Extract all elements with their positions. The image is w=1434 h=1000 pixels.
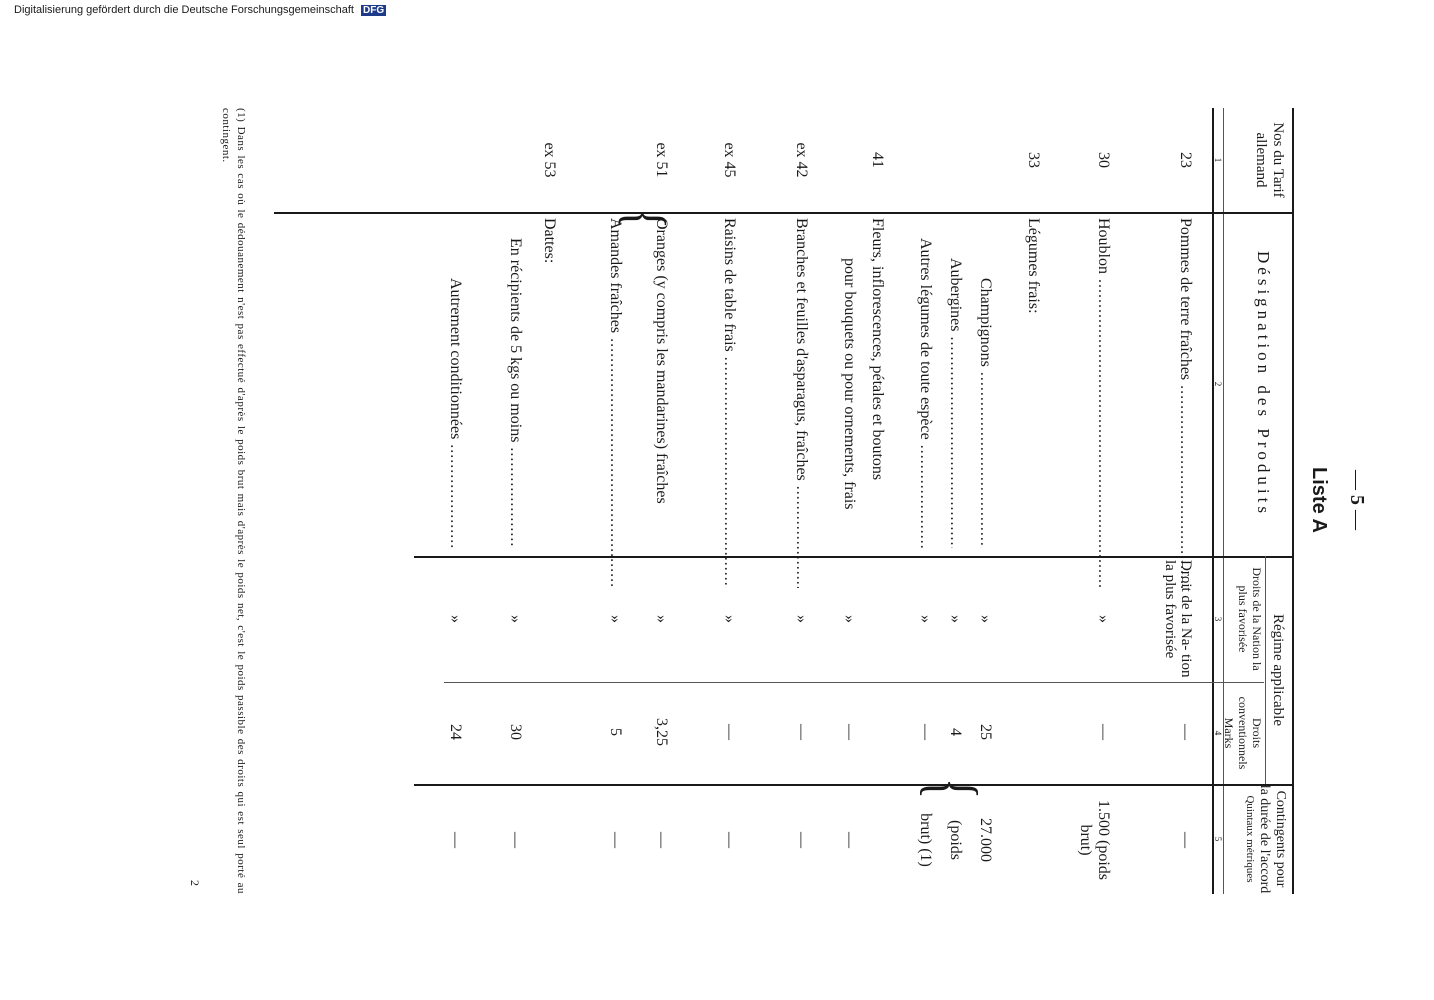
conventional-duty: — xyxy=(1177,724,1194,740)
footnote: (1) Dans les cas où le dédouanement n'est pas effectué d'après le poids brut mais d'après le poids net, c'est le poids passible des droits qui est seul porté au contingent. xyxy=(220,108,247,894)
conventional-duty: — xyxy=(917,724,934,740)
contingent: — xyxy=(507,832,524,848)
contingent: 27.000 xyxy=(977,818,994,862)
header-marks-unit: Marks xyxy=(1222,717,1236,749)
contingent: — xyxy=(841,832,858,848)
page-number-dash-right: — xyxy=(1346,510,1368,530)
header-tarif: Nos du Tarif allemand xyxy=(1253,122,1286,198)
conventional-duty: 25 xyxy=(977,724,994,740)
header-conventionnels xyxy=(1222,682,1264,784)
table-row xyxy=(964,108,994,894)
contingent: (poids xyxy=(947,820,964,860)
tarif-number: 41 xyxy=(869,152,886,168)
digitization-credit-text: Digitalisierung gefördert durch die Deutsche Forschungsgemeinschaft xyxy=(14,4,354,16)
nation-duty: » xyxy=(917,615,934,623)
nation-duty: » xyxy=(841,615,858,623)
tarif-number: ex 42 xyxy=(793,142,810,178)
product-designation: Autrement conditionnées ..... xyxy=(446,278,464,548)
header-contingents xyxy=(1244,784,1288,894)
contingent: — xyxy=(721,832,738,848)
conventional-duty: — xyxy=(793,724,810,740)
product-designation: Légumes frais: xyxy=(1025,218,1042,314)
contingent: — xyxy=(653,832,670,848)
conventional-duty: — xyxy=(841,724,858,740)
contingent: brut) (1) xyxy=(917,813,934,867)
column-number-1: 1 xyxy=(1213,157,1223,163)
product-designation: Branches et feuilles d'asparagus, fraîches ..... xyxy=(792,218,810,588)
product-designation: En récipients de 5 kgs ou moins ..... xyxy=(506,238,524,548)
tariff-table xyxy=(234,108,1294,894)
header-designation: Désignation des Produits xyxy=(1254,251,1273,517)
header-conventionnels-label: Droits conventionnels xyxy=(1236,696,1264,770)
header-regime: Régime applicable xyxy=(1270,613,1286,727)
column-number-5: 5 xyxy=(1213,836,1223,842)
table-row xyxy=(934,108,964,894)
nation-duty: Droit de la Na- tion la plus favorisée xyxy=(1162,560,1194,678)
digitization-credit xyxy=(14,4,386,16)
product-designation: Aubergines ..... xyxy=(946,258,964,548)
table-row xyxy=(1164,108,1194,894)
table-row xyxy=(1012,108,1042,894)
table-row xyxy=(434,108,464,894)
conventional-duty: 4 xyxy=(947,728,964,736)
product-designation: pour bouquets ou pour ornements, frais xyxy=(841,258,858,510)
tarif-number: 33 xyxy=(1025,152,1042,168)
conventional-duty: 3,25 xyxy=(653,718,670,746)
column-number-3: 3 xyxy=(1213,616,1223,622)
table-row xyxy=(904,108,934,894)
oranges-amandes-brace-icon: { xyxy=(612,208,677,230)
nation-duty: » xyxy=(977,615,994,623)
product-designation: Fleurs, inflorescences, pétales et boutons xyxy=(869,218,886,481)
contingent: — xyxy=(793,832,810,848)
nation-duty: » xyxy=(447,615,464,623)
page-number-dash-left: — xyxy=(1346,470,1368,490)
nation-duty: » xyxy=(721,615,738,623)
contingent: — xyxy=(607,832,624,848)
dfg-logo-icon: DFG xyxy=(363,5,385,16)
contingent: — xyxy=(447,832,464,848)
conventional-duty: 5 xyxy=(607,728,624,736)
page-number xyxy=(1345,440,1368,560)
table-row xyxy=(528,108,558,894)
product-designation: Pommes de terre fraîches ..... xyxy=(1176,218,1194,588)
product-designation: Autres légumes de toute espèce ..... xyxy=(916,238,934,548)
contingent: 1.500 (poids brut) xyxy=(1077,800,1112,880)
table-row xyxy=(780,108,810,894)
tarif-number: ex 53 xyxy=(541,142,558,178)
conventional-duty: 24 xyxy=(447,724,464,740)
sheet-signature-mark: 2 xyxy=(188,880,202,886)
header-quintaux-unit: Quintaux métriques xyxy=(1244,795,1256,883)
product-designation: Raisins de table frais ..... xyxy=(720,218,738,588)
table-top-rule xyxy=(1292,108,1294,894)
nation-duty: » xyxy=(507,615,524,623)
header-nation: Droits de la Nation la plus favorisée xyxy=(1236,567,1264,671)
column-number-2: 2 xyxy=(1213,381,1223,387)
product-designation: Amandes fraîches ..... xyxy=(606,218,624,588)
tarif-number: ex 51 xyxy=(653,142,670,178)
nation-duty: » xyxy=(607,615,624,623)
contingent-brace-icon: { xyxy=(913,778,992,800)
product-designation: Champignons ..... xyxy=(976,278,994,548)
table-row xyxy=(828,108,858,894)
regime-header-rule xyxy=(1265,556,1266,784)
nation-duty: » xyxy=(653,615,670,623)
conventional-duty: 30 xyxy=(507,724,524,740)
table-row xyxy=(1077,108,1112,894)
tarif-number: 23 xyxy=(1177,152,1194,168)
header-contingents-label: Contingents pour la durée de l'accord xyxy=(1257,784,1288,894)
list-title: Liste A xyxy=(1308,467,1330,533)
tarif-number: ex 45 xyxy=(721,142,738,178)
tarif-number: 30 xyxy=(1095,152,1112,168)
conventional-duty: — xyxy=(721,724,738,740)
table-row xyxy=(494,108,524,894)
product-designation: Houblon ..... xyxy=(1094,218,1112,588)
column-number-4: 4 xyxy=(1213,730,1223,736)
nation-duty: » xyxy=(793,615,810,623)
table-row xyxy=(856,108,886,894)
nation-duty: » xyxy=(1095,615,1112,623)
conventional-duty: — xyxy=(1095,724,1112,740)
contingent: — xyxy=(1177,832,1194,848)
nation-duty: » xyxy=(947,615,964,623)
product-designation: Oranges (y compris les mandarines) fraîches xyxy=(653,218,670,504)
product-designation: Dattes: xyxy=(541,218,558,264)
page-number-value: 5 xyxy=(1346,495,1368,505)
table-row xyxy=(708,108,738,894)
